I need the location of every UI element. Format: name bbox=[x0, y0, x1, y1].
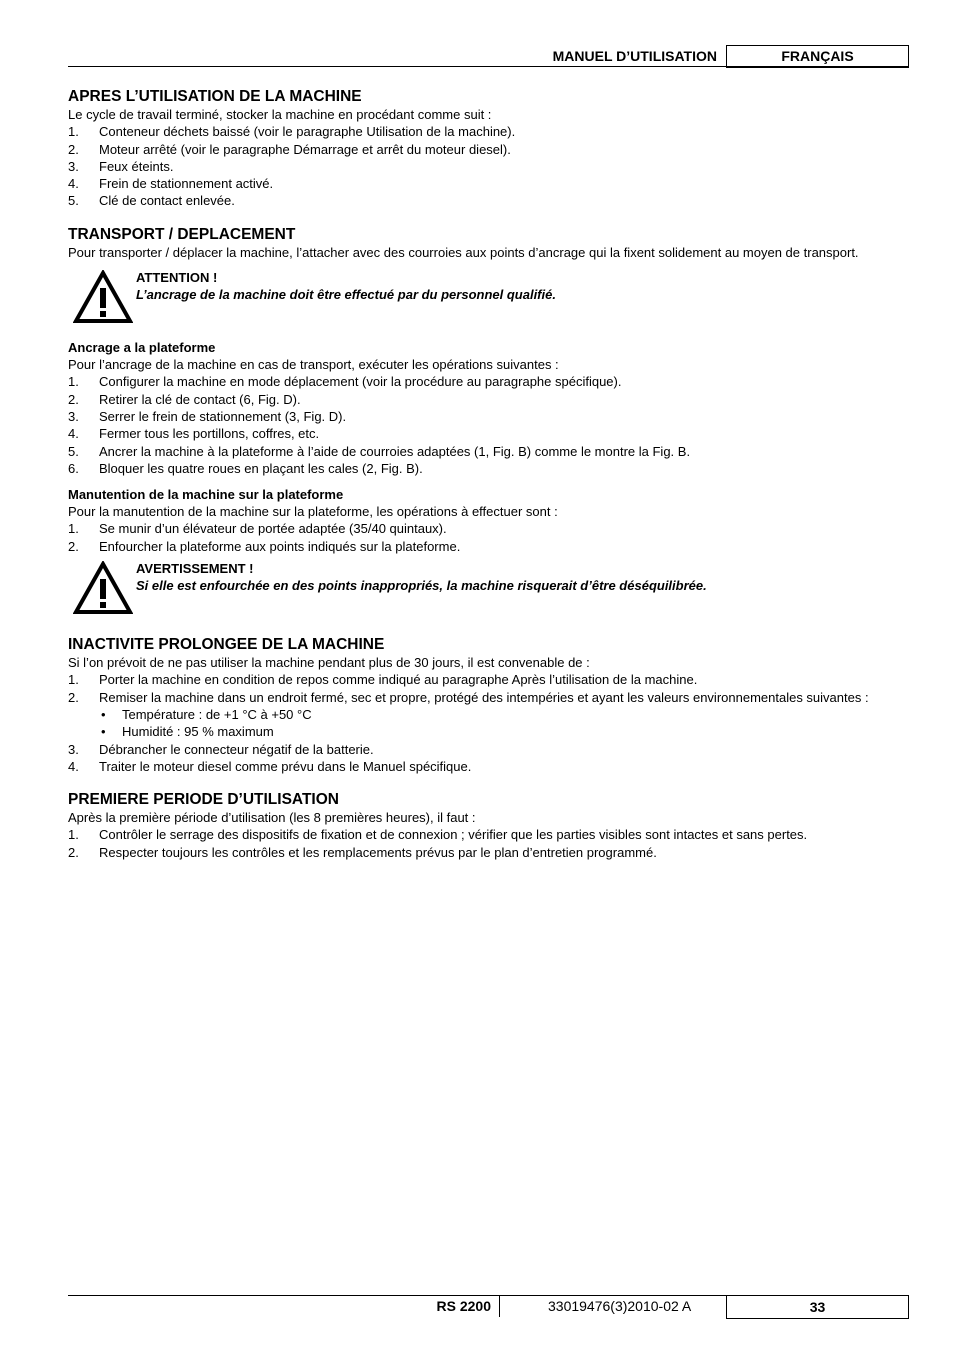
numbered-list bbox=[68, 671, 898, 775]
list-item: 2. Moteur arrêté (voir le paragraphe Démarrage et arrêt du moteur diesel). bbox=[68, 141, 511, 157]
footer-separator bbox=[499, 1295, 500, 1317]
section-title: TRANSPORT / DEPLACEMENT bbox=[68, 225, 296, 243]
subsection-ancrage bbox=[68, 339, 898, 477]
numbered-list bbox=[68, 123, 898, 209]
list-item: 2. Retirer la clé de contact (6, Fig. D). bbox=[68, 391, 301, 407]
list-item: 1. Configurer la machine en mode déplacement (voir la procédure au paragraphe spécifique). bbox=[68, 374, 622, 390]
list-item: 3. Serrer le frein de stationnement (3, Fig. D). bbox=[68, 408, 347, 424]
list-item: 2. Respecter toujours les contrôles et les remplacements prévus par le plan d’entretien programmé. bbox=[68, 844, 657, 860]
header-rule bbox=[68, 66, 909, 67]
subsection-intro: Pour la manutention de la machine sur la plateforme, les opérations à effectuer sont : bbox=[68, 504, 558, 520]
list-item: 1. Conteneur déchets baissé (voir le paragraphe Utilisation de la machine). bbox=[68, 124, 516, 140]
model-name: RS 2200 bbox=[436, 1298, 491, 1314]
avertissement-box bbox=[68, 560, 898, 620]
numbered-list bbox=[68, 373, 898, 477]
list-item: 1. Porter la machine en condition de repos comme indiqué au paragraphe Après l’utilisation de la machine. bbox=[68, 672, 698, 688]
language-label: FRANÇAIS bbox=[726, 45, 909, 68]
list-item: 5. Ancrer la machine à la plateforme à l’aide de courroies adaptées (1, Fig. B) comme le montre la Fig. B. bbox=[68, 443, 691, 459]
bullet-item: • Humidité : 95 % maximum bbox=[101, 724, 274, 740]
list-item: 3. Débrancher le connecteur négatif de la batterie. bbox=[68, 741, 374, 757]
bullet-list bbox=[99, 706, 898, 741]
warning-icon bbox=[73, 561, 133, 615]
page-content bbox=[68, 87, 898, 876]
bullet-item: • Température : de +1 °C à +50 °C bbox=[101, 706, 312, 722]
page-header bbox=[68, 45, 909, 67]
warning-text: Si elle est enfourchée en des points inappropriés, la machine risquerait d’être déséquilibrée. bbox=[136, 578, 707, 594]
list-item: 5. Clé de contact enlevée. bbox=[68, 193, 235, 209]
attention-box bbox=[68, 269, 898, 329]
manual-title: MANUEL D’UTILISATION bbox=[552, 48, 717, 64]
warning-title: ATTENTION ! bbox=[136, 270, 218, 286]
subsection-manutention bbox=[68, 486, 898, 555]
list-item: 1. Se munir d’un élévateur de portée adaptée (35/40 quintaux). bbox=[68, 521, 447, 537]
list-item: 1. Contrôler le serrage des dispositifs de fixation et de connexion ; vérifier que les parties visibles sont intactes et sans pertes. bbox=[68, 827, 808, 843]
list-item: 4. Traiter le moteur diesel comme prévu dans le Manuel spécifique. bbox=[68, 758, 472, 774]
page-number: 33 bbox=[726, 1295, 909, 1319]
page-footer bbox=[68, 1295, 909, 1319]
section-title: INACTIVITE PROLONGEE DE LA MACHINE bbox=[68, 636, 385, 654]
warning-title: AVERTISSEMENT ! bbox=[136, 561, 254, 577]
list-item: 2. Remiser la machine dans un endroit fermé, sec et propre, protégé des intempéries et ayant les valeurs environnementales suivantes : • Température : de +1 °C à +50 °C • Humidité : 95 % maximum bbox=[68, 689, 898, 741]
document-code: 33019476(3)2010-02 A bbox=[548, 1298, 692, 1314]
section-intro: Si l’on prévoit de ne pas utiliser la machine pendant plus de 30 jours, il est convenable de : bbox=[68, 655, 590, 671]
section-apres bbox=[68, 87, 898, 210]
section-intro: Après la première période d’utilisation (les 8 premières heures), il faut : bbox=[68, 810, 476, 826]
list-item: 4. Fermer tous les portillons, coffres, etc. bbox=[68, 426, 320, 442]
section-title: APRES L’UTILISATION DE LA MACHINE bbox=[68, 88, 362, 105]
subsection-title: Ancrage a la plateforme bbox=[68, 340, 216, 356]
warning-text: L’ancrage de la machine doit être effectué par du personnel qualifié. bbox=[136, 287, 556, 303]
list-item: 2. Enfourcher la plateforme aux points indiqués sur la plateforme. bbox=[68, 538, 461, 554]
numbered-list bbox=[68, 826, 898, 861]
section-inactivite bbox=[68, 635, 898, 775]
list-item: 4. Frein de stationnement activé. bbox=[68, 176, 274, 192]
section-intro: Le cycle de travail terminé, stocker la machine en procédant comme suit : bbox=[68, 107, 492, 122]
section-premiere bbox=[68, 790, 898, 861]
section-transport bbox=[68, 225, 898, 620]
list-item: 6. Bloquer les quatre roues en plaçant les cales (2, Fig. B). bbox=[68, 460, 423, 476]
list-item: 3. Feux éteints. bbox=[68, 158, 174, 174]
section-title: PREMIERE PERIODE D’UTILISATION bbox=[68, 791, 339, 809]
numbered-list bbox=[68, 520, 898, 555]
warning-icon bbox=[73, 270, 133, 324]
subsection-title: Manutention de la machine sur la plateforme bbox=[68, 487, 344, 503]
section-intro: Pour transporter / déplacer la machine, l’attacher avec des courroies aux points d’ancrage qui la fixent solidement au moyen de transport. bbox=[68, 244, 859, 260]
subsection-intro: Pour l’ancrage de la machine en cas de transport, exécuter les opérations suivantes : bbox=[68, 357, 559, 373]
